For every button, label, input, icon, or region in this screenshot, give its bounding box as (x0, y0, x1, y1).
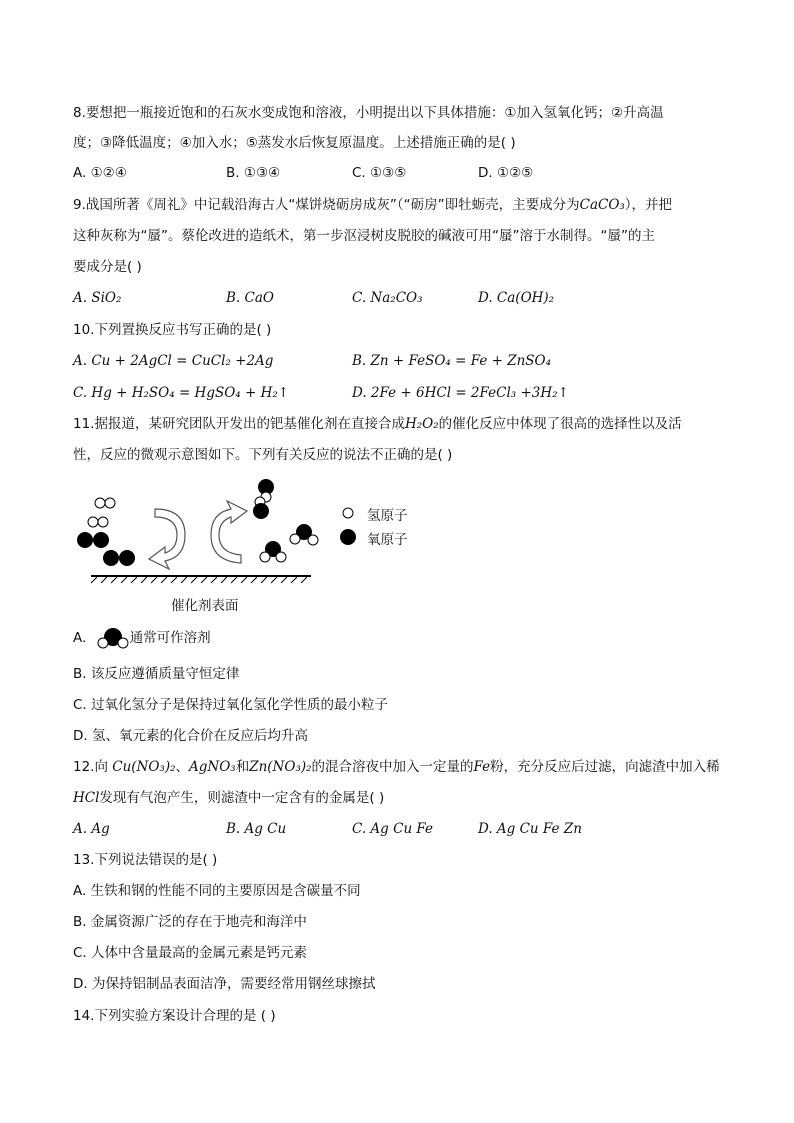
q9-line1-formula: CaCO₃ (579, 197, 625, 213)
q12-line2-text: 发现有气泡产生，则滤渣中一定含有的金属是( ) (99, 790, 385, 806)
q13-option-d: D. 为保持铝制品表面洁净，需要经常用钢丝球擦拭 (73, 976, 376, 992)
q13-option-a: A. 生铁和钢的性能不同的主要原因是含碳量不同 (73, 883, 361, 899)
q12-formula-2: AgNO₃ (189, 759, 236, 775)
hydrogen-molecule-2 (88, 517, 108, 527)
q8-option-c: C. ①③⑤ (352, 165, 407, 181)
q9-stem-line1 (73, 195, 672, 215)
q10-stem: 10.下列置换反应书写正确的是( ) (73, 322, 272, 338)
q11-option-a-text: 通常可作溶剂 (129, 630, 211, 646)
curved-arrow-2-icon (211, 501, 247, 563)
q10-option-d: D. 2Fe + 6HCl = 2FeCl₃ +3H₂↑ (352, 385, 569, 401)
q11-option-a (73, 627, 211, 649)
q12-sep-1: 、 (175, 759, 190, 775)
q13-option-c: C. 人体中含量最高的金属元素是钙元素 (73, 945, 308, 961)
oxygen-molecule-2 (103, 550, 135, 566)
q12-stem-line1 (73, 757, 720, 777)
q11-option-b: B. 该反应遵循质量守恒定律 (73, 666, 240, 682)
q12-option-d: D. Ag Cu Fe Zn (478, 821, 582, 837)
oxygen-molecule-1 (77, 532, 109, 548)
q9-option-a: A. SiO₂ (73, 290, 122, 306)
q9-option-c: C. Na₂CO₃ (352, 290, 423, 306)
legend-oxygen-label: 氧原子 (367, 532, 408, 548)
q12-formula-5: HCl (73, 790, 100, 806)
legend-hydrogen-marker (343, 508, 353, 518)
q12-line1-text-b: 的混合溶夜中加入一定量的 (311, 759, 474, 775)
q12-option-b: B. Ag Cu (226, 821, 287, 837)
q12-formula-3: Zn(NO₃)₂ (249, 759, 312, 775)
water-molecule-2 (260, 541, 286, 562)
water-molecule-1 (290, 524, 318, 545)
q9-option-d: D. Ca(OH)₂ (478, 290, 555, 306)
q10-option-c: C. Hg + H₂SO₄ = HgSO₄ + H₂↑ (73, 385, 290, 401)
q9-stem-line2: 这种灰称为“蜃”。蔡伦改进的造纸术，第一步沤浸树皮脱胶的碱液可用“蜃”溶于水制得。“蜃”的主 (73, 228, 655, 244)
q13-option-b: B. 金属资源广泛的存在于地壳和海洋中 (73, 914, 307, 930)
legend-hydrogen-label: 氢原子 (367, 508, 408, 524)
q11-option-c: C. 过氧化氢分子是保持过氧化氢化学性质的最小粒子 (73, 697, 389, 713)
q13-stem: 13.下列说法错误的是( ) (73, 852, 218, 868)
q12-formula-4: Fe (473, 759, 491, 775)
catalyst-surface (91, 576, 311, 583)
q9-option-b: B. CaO (226, 290, 274, 306)
q12-option-c: C. Ag Cu Fe (352, 821, 434, 837)
q11-line1-text-a: 11.据报道，某研究团队开发出的钯基催化剂在直接合成 (73, 416, 405, 432)
q9-stem-line3: 要成分是( ) (73, 259, 142, 275)
reaction-diagram (73, 477, 433, 617)
q11-stem-line1 (73, 414, 682, 434)
q11-option-d: D. 氢、氧元素的化合价在反应后均升高 (73, 728, 308, 744)
hydrogen-peroxide-molecule (253, 479, 274, 519)
q11-line1-formula: H₂O₂ (404, 416, 439, 432)
q8-stem-line2: 度；③降低温度；④加入水；⑤蒸发水后恢复原温度。上述措施正确的是( ) (73, 135, 516, 151)
hydrogen-molecule-1 (95, 498, 115, 508)
legend-oxygen-marker (340, 529, 356, 545)
q9-line1-text-a: 9.战国所著《周礼》中记载沿海古人“煤饼烧砺房成灰”（“砺房”即牡蛎壳，主要成分为 (73, 197, 580, 213)
q12-line1-text-a: 12.向 (73, 759, 113, 775)
q11-stem-line2: 性，反应的微观示意图如下。下列有关反应的说法不正确的是( ) (73, 447, 453, 463)
q11-line1-text-b: 的催化反应中体现了很高的选择性以及活 (438, 416, 682, 432)
q10-option-b: B. Zn + FeSO₄ = Fe + ZnSO₄ (352, 353, 552, 369)
water-molecule-icon (97, 627, 129, 649)
q8-option-d: D. ①②⑤ (478, 165, 534, 181)
q10-option-a: A. Cu + 2AgCl = CuCl₂ +2Ag (73, 353, 274, 369)
q11-option-a-prefix: A. (73, 630, 87, 646)
q12-stem-line2 (73, 788, 384, 808)
curved-arrow-1-icon (149, 509, 185, 569)
q8-stem-line1: 8.要想把一瓶接近饱和的石灰水变成饱和溶液，小明提出以下具体措施：①加入氢氧化钙；②升高温 (73, 105, 664, 121)
q9-line1-text-b: ），并把 (624, 197, 673, 213)
q8-option-a: A. ①②④ (73, 165, 127, 181)
q14-stem: 14.下列实验方案设计合理的是 ( ) (73, 1008, 276, 1024)
q12-formula-1: Cu(NO₃)₂ (112, 759, 176, 775)
q12-sep-2: 和 (235, 759, 250, 775)
q12-option-a: A. Ag (73, 821, 110, 837)
q8-option-b: B. ①③④ (226, 165, 281, 181)
q12-line1-text-c: 粉，充分反应后过滤，向滤渣中加入稀 (490, 759, 720, 775)
catalyst-caption: 催化剂表面 (171, 598, 239, 614)
